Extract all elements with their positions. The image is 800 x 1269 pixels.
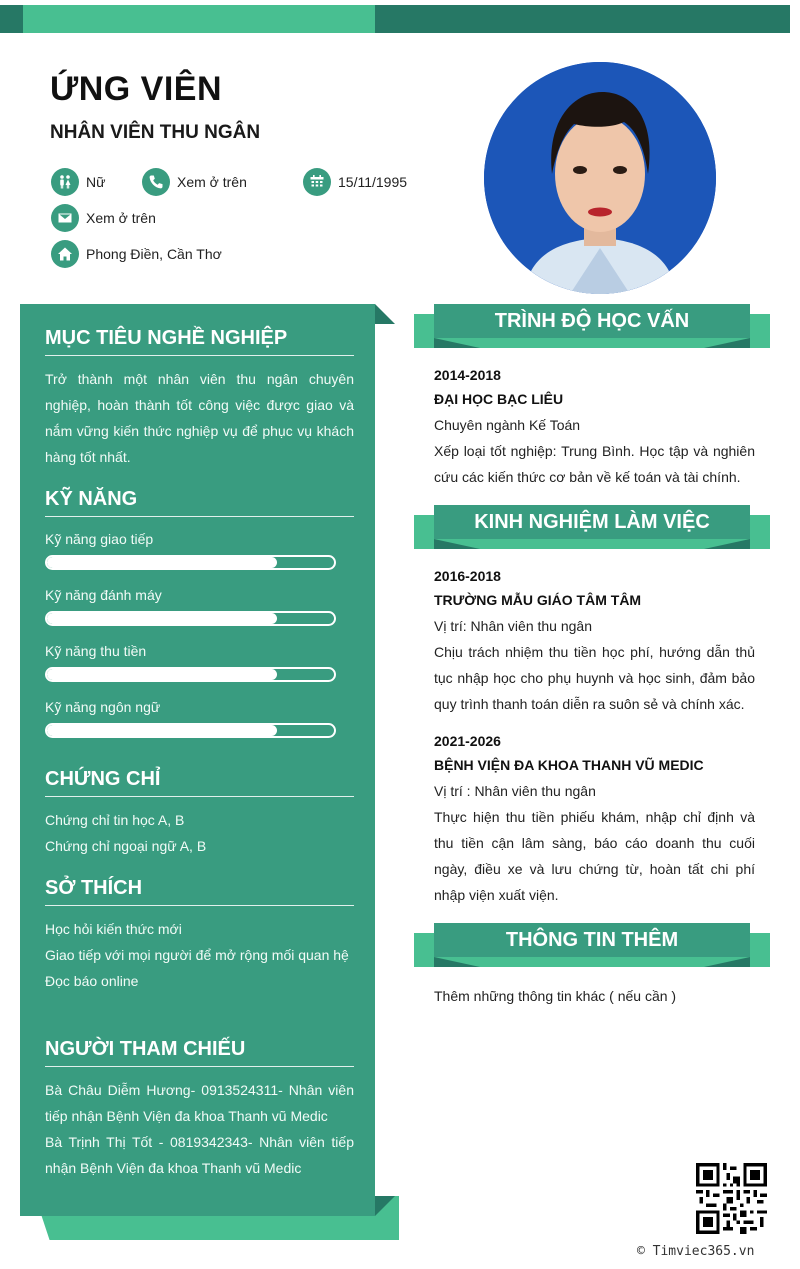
experience-company: TRƯỜNG MẪU GIÁO TÂM TÂM bbox=[434, 592, 642, 608]
birthday-info bbox=[303, 168, 407, 196]
home-icon bbox=[51, 240, 79, 268]
hobby-item: Giao tiếp với mọi người để mở rộng mối quan hệ bbox=[45, 947, 349, 963]
skill-bar-fill bbox=[47, 725, 277, 736]
gender-info bbox=[51, 168, 105, 196]
candidate-job-title: NHÂN VIÊN THU NGÂN bbox=[50, 122, 261, 143]
phone-icon bbox=[142, 168, 170, 196]
calendar-icon bbox=[303, 168, 331, 196]
education-school: ĐẠI HỌC BẠC LIÊU bbox=[434, 391, 564, 407]
phone-value: Xem ở trên bbox=[177, 174, 247, 190]
candidate-name: ỨNG VIÊN bbox=[50, 70, 223, 108]
experience-period: 2021-2026 bbox=[434, 733, 501, 749]
experience-position: Vị trí : Nhân viên thu ngân bbox=[434, 783, 596, 799]
career-objective-heading: MỤC TIÊU NGHỀ NGHIỆP bbox=[45, 327, 354, 356]
envelope-icon bbox=[51, 204, 79, 232]
education-description: Xếp loại tốt nghiệp: Trung Bình. Học tập và nghiên cứu các kiến thức cơ bản về kế toán và tài chính. bbox=[434, 443, 755, 485]
skill-bar-fill bbox=[47, 669, 277, 680]
education-major: Chuyên ngành Kế Toán bbox=[434, 417, 581, 433]
skill-label: Kỹ năng ngôn ngữ bbox=[45, 699, 161, 715]
birthday-value: 15/11/1995 bbox=[338, 174, 408, 190]
footer-brand: © Timviec365.vn bbox=[637, 1244, 755, 1259]
education-ribbon bbox=[414, 304, 770, 350]
hobby-item: Đọc báo online bbox=[45, 973, 139, 989]
qr-code bbox=[696, 1163, 767, 1234]
phone-info bbox=[142, 168, 247, 196]
reference-item: Bà Trịnh Thị Tốt - 0819342343- Nhân viên tiếp nhận Bệnh Viện đa khoa Thanh vũ Medic bbox=[45, 1134, 354, 1176]
skill-label: Kỹ năng thu tiền bbox=[45, 643, 147, 659]
hobbies-heading: SỞ THÍCH bbox=[45, 877, 354, 906]
email-value: Xem ở trên bbox=[86, 210, 156, 226]
skill-bar bbox=[45, 555, 336, 570]
experience-ribbon bbox=[414, 505, 770, 551]
skill-label: Kỹ năng đánh máy bbox=[45, 587, 162, 603]
experience-position: Vị trí: Nhân viên thu ngân bbox=[434, 618, 592, 634]
address-info bbox=[51, 240, 222, 268]
address-value: Phong Điền, Cần Thơ bbox=[86, 246, 222, 262]
email-info bbox=[51, 204, 156, 232]
gender-icon bbox=[51, 168, 79, 196]
additional-info-text: Thêm những thông tin khác ( nếu cần ) bbox=[434, 988, 677, 1004]
skill-label: Kỹ năng giao tiếp bbox=[45, 531, 154, 547]
experience-period: 2016-2018 bbox=[434, 568, 501, 584]
experience-heading: KINH NGHIỆM LÀM VIỆC bbox=[434, 505, 750, 539]
reference-item: Bà Châu Diễm Hương- 0913524311- Nhân viên tiếp nhận Bệnh Viện đa khoa Thanh vũ Medic bbox=[45, 1082, 354, 1124]
left-panel-fold bbox=[375, 304, 395, 324]
certificate-item: Chứng chỉ ngoại ngữ A, B bbox=[45, 838, 207, 854]
additional-info-heading: THÔNG TIN THÊM bbox=[434, 923, 750, 957]
skill-bar bbox=[45, 667, 336, 682]
certificate-item: Chứng chỉ tin học A, B bbox=[45, 812, 185, 828]
education-period: 2014-2018 bbox=[434, 367, 501, 383]
skills-heading: KỸ NĂNG bbox=[45, 488, 354, 517]
skill-bar bbox=[45, 723, 336, 738]
gender-value: Nữ bbox=[86, 174, 106, 190]
candidate-photo bbox=[484, 62, 716, 294]
education-heading: TRÌNH ĐỘ HỌC VẤN bbox=[434, 304, 750, 338]
certificates-heading: CHỨNG CHỈ bbox=[45, 768, 354, 797]
skill-bar-fill bbox=[47, 613, 277, 624]
references-heading: NGƯỜI THAM CHIẾU bbox=[45, 1038, 354, 1067]
skill-bar-fill bbox=[47, 557, 277, 568]
top-bar-accent bbox=[23, 5, 375, 33]
skill-bar bbox=[45, 611, 336, 626]
hobby-item: Học hỏi kiến thức mới bbox=[45, 921, 182, 937]
career-objective-text: Trở thành một nhân viên thu ngân chuyên nghiệp, hoàn thành tốt công việc được giao và nắm vững kiến thức nghiệp vụ để phục vụ khách hàng tốt nhất. bbox=[45, 371, 354, 465]
experience-company: BỆNH VIỆN ĐA KHOA THANH VŨ MEDIC bbox=[434, 757, 704, 773]
experience-description: Thực hiện thu tiền phiếu khám, nhập chỉ định và thu tiền cận lâm sàng, báo cáo doanh thu cuối ngày, điều xe và lưu chứng từ, hoàn tất chi phí nhập viện xuất viện. bbox=[434, 809, 755, 903]
experience-description: Chịu trách nhiệm thu tiền học phí, hướng dẫn thủ tục nhập học cho phụ huynh và học sinh, đảm bảo quy trình thanh toán diễn ra suôn sẻ và chính xác. bbox=[434, 644, 755, 712]
additional-info-ribbon bbox=[414, 923, 770, 969]
